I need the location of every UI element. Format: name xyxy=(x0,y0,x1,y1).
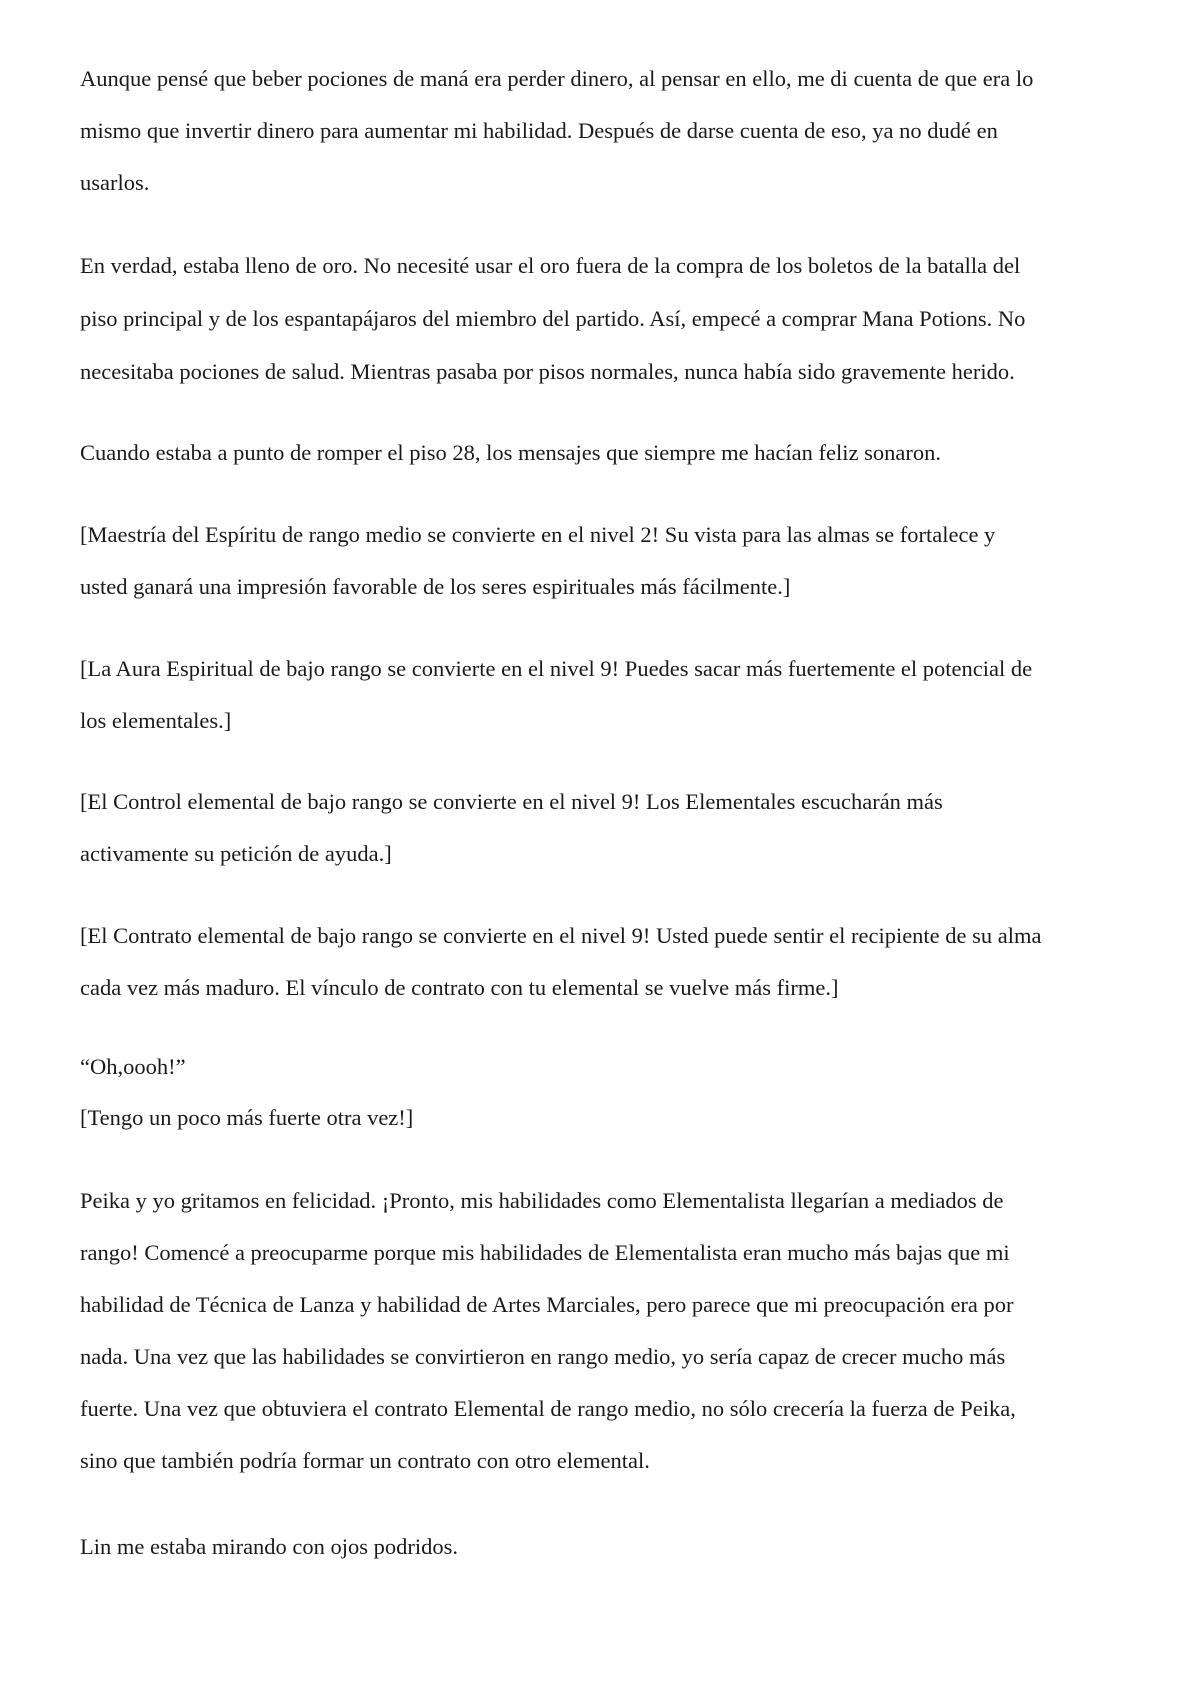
paragraph-line: necesitaba pociones de salud. Mientras pasaba por pisos normales, nunca había sido gravemente herido. xyxy=(80,359,1015,384)
paragraph-line: [El Control elemental de bajo rango se convierte en el nivel 9! Los Elementales escucharán más xyxy=(80,789,943,814)
paragraph-line: habilidad de Técnica de Lanza y habilidad de Artes Marciales, pero parece que mi preocupación era por xyxy=(80,1292,1014,1317)
paragraph-line: fuerte. Una vez que obtuviera el contrato Elemental de rango medio, no sólo crecería la fuerza de Peika, xyxy=(80,1396,1016,1421)
dialogue-line: [Tengo un poco más fuerte otra vez!] xyxy=(80,1105,414,1130)
paragraph-line: cada vez más maduro. El vínculo de contrato con tu elemental se vuelve más firme.] xyxy=(80,975,839,1000)
dialogue-block xyxy=(80,1041,413,1144)
system-message-2 xyxy=(80,643,1032,747)
paragraph-line: Aunque pensé que beber pociones de maná era perder dinero, al pensar en ello, me di cuenta de que era lo xyxy=(80,66,1034,91)
system-message-3 xyxy=(80,776,943,880)
paragraph-line: activamente su petición de ayuda.] xyxy=(80,841,392,866)
paragraph-4 xyxy=(80,1175,1016,1487)
paragraph-line: [Maestría del Espíritu de rango medio se convierte en el nivel 2! Su vista para las almas se fortalece y xyxy=(80,522,996,547)
paragraph-line: piso principal y de los espantapájaros del miembro del partido. Así, empecé a comprar Mana Potions. No xyxy=(80,306,1026,331)
paragraph-line: sino que también podría formar un contrato con otro elemental. xyxy=(80,1448,650,1473)
paragraph-5 xyxy=(80,1520,458,1573)
paragraph-line: [La Aura Espiritual de bajo rango se convierte en el nivel 9! Puedes sacar más fuertemente el potencial de xyxy=(80,656,1033,681)
paragraph-line: rango! Comencé a preocuparme porque mis habilidades de Elementalista eran mucho más bajas que mi xyxy=(80,1240,1010,1265)
paragraph-line: usted ganará una impresión favorable de los seres espirituales más fácilmente.] xyxy=(80,574,791,599)
paragraph-line: nada. Una vez que las habilidades se convirtieron en rango medio, yo sería capaz de crecer mucho más xyxy=(80,1344,1006,1369)
system-message-4 xyxy=(80,910,1042,1014)
paragraph-3 xyxy=(80,426,941,479)
system-message-1 xyxy=(80,509,995,613)
paragraph-line: [El Contrato elemental de bajo rango se convierte en el nivel 9! Usted puede sentir el recipiente de su alma xyxy=(80,923,1042,948)
paragraph-line: usarlos. xyxy=(80,170,150,195)
paragraph-line: En verdad, estaba lleno de oro. No necesité usar el oro fuera de la compra de los boletos de la batalla del xyxy=(80,253,1021,278)
paragraph-line: Lin me estaba mirando con ojos podridos. xyxy=(80,1534,459,1559)
paragraph-2 xyxy=(80,239,1025,398)
paragraph-line: Cuando estaba a punto de romper el piso 28, los mensajes que siempre me hacían feliz sonaron. xyxy=(80,440,941,465)
dialogue-line: “Oh,oooh!” xyxy=(80,1054,186,1079)
paragraph-line: mismo que invertir dinero para aumentar mi habilidad. Después de darse cuenta de eso, ya no dudé en xyxy=(80,118,998,143)
paragraph-line: los elementales.] xyxy=(80,708,232,733)
paragraph-1 xyxy=(80,53,1033,209)
paragraph-line: Peika y yo gritamos en felicidad. ¡Pronto, mis habilidades como Elementalista llegarían a mediados de xyxy=(80,1188,1004,1213)
